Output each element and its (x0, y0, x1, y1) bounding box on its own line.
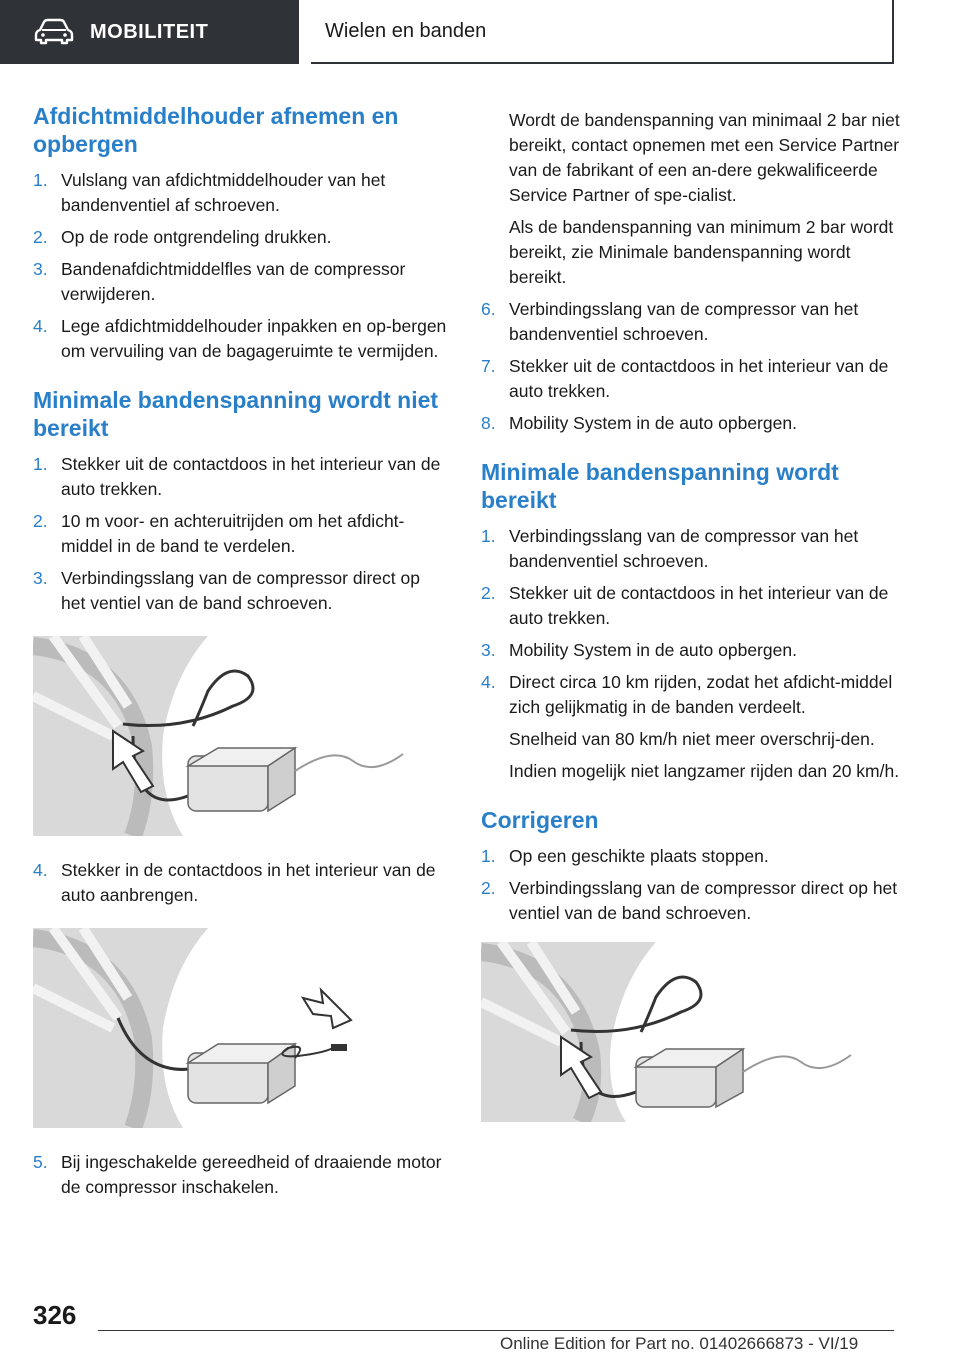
chapter-header (311, 0, 894, 64)
list-item: 3. Bandenafdichtmiddelfles van de compressor verwijderen. (33, 259, 406, 304)
list-item: 3. Mobility System in de auto opbergen. (481, 640, 797, 660)
step-list (33, 1150, 448, 1200)
step-list (33, 452, 448, 616)
list-item: 4. Lege afdichtmiddelhouder inpakken en op-bergen om vervuiling van de bagageruimte te vermijden. (33, 316, 447, 361)
left-column (33, 100, 448, 1207)
list-item: 2. Stekker uit de contactdoos in het interieur van de auto trekken. (481, 583, 889, 628)
list-item: 7. Stekker uit de contactdoos in het interieur van de auto trekken. (481, 356, 889, 401)
page-number: 326 (33, 1300, 77, 1330)
list-item: 2. Verbindingsslang van de compressor direct op het ventiel van de band schroeven. (481, 878, 898, 923)
step-list (481, 524, 901, 720)
list-item: 1. Vulslang van afdichtmiddelhouder van het bandenventiel af schroeven. (33, 170, 386, 215)
section-heading: Minimale bandenspanning wordt bereikt (481, 459, 839, 513)
section-heading: Corrigeren (481, 807, 599, 833)
step-list (33, 168, 448, 364)
paragraph: Indien mogelijk niet langzamer rijden dan 20 km/h. (509, 761, 900, 781)
tire-compressor-illustration (481, 942, 861, 1122)
section-heading: Afdichtmiddelhouder afnemen en opbergen (33, 103, 399, 157)
edition-note: Online Edition for Part no. 01402666873 - VI/19 (500, 1334, 859, 1353)
footer-divider (98, 1330, 894, 1331)
section-heading: Minimale bandenspanning wordt niet bereikt (33, 387, 439, 441)
step-list (33, 858, 448, 908)
list-item: 2. 10 m voor- en achteruitrijden om het afdicht-middel in de band te verdelen. (33, 511, 405, 556)
list-item: 6. Verbindingsslang van de compressor van het bandenventiel schroeven. (481, 299, 859, 344)
list-item: 2. Op de rode ontgrendeling drukken. (33, 227, 332, 247)
list-item: 8. Mobility System in de auto opbergen. (481, 413, 797, 433)
section-label: MOBILITEIT (90, 20, 209, 43)
step-list (481, 844, 901, 926)
list-item: 1. Stekker uit de contactdoos in het interieur van de auto trekken. (33, 454, 441, 499)
paragraph: Snelheid van 80 km/h niet meer overschrij-den. (509, 729, 875, 749)
chapter-title: Wielen en banden (325, 19, 487, 42)
list-item: 4. Direct circa 10 km rijden, zodat het afdicht-middel zich gelijkmatig in de banden verdeelt. (481, 672, 893, 717)
tire-compressor-illustration (33, 636, 413, 836)
paragraph: Als de bandenspanning van minimum 2 bar wordt bereikt, zie Minimale bandenspanning wordt bereikt. (509, 217, 894, 287)
step-list (481, 297, 901, 436)
compressor-plug-illustration (33, 928, 413, 1128)
list-item: 4. Stekker in de contactdoos in het interieur van de auto aanbrengen. (33, 860, 436, 905)
list-item: 1. Verbindingsslang van de compressor van het bandenventiel schroeven. (481, 526, 859, 571)
list-item: 1. Op een geschikte plaats stoppen. (481, 846, 769, 866)
section-tab (0, 0, 299, 64)
list-item: 5. Bij ingeschakelde gereedheid of draaiende motor de compressor inschakelen. (33, 1152, 442, 1197)
paragraph: Wordt de bandenspanning van minimaal 2 bar niet bereikt, contact opnemen met een Service Partner van de fabrikant of een an-dere gekwalificeerde Service Partner of spe-cialist. (509, 110, 900, 205)
right-column (481, 108, 901, 1144)
list-item: 3. Verbindingsslang van de compressor direct op het ventiel van de band schroeven. (33, 568, 420, 613)
car-icon (34, 18, 74, 46)
